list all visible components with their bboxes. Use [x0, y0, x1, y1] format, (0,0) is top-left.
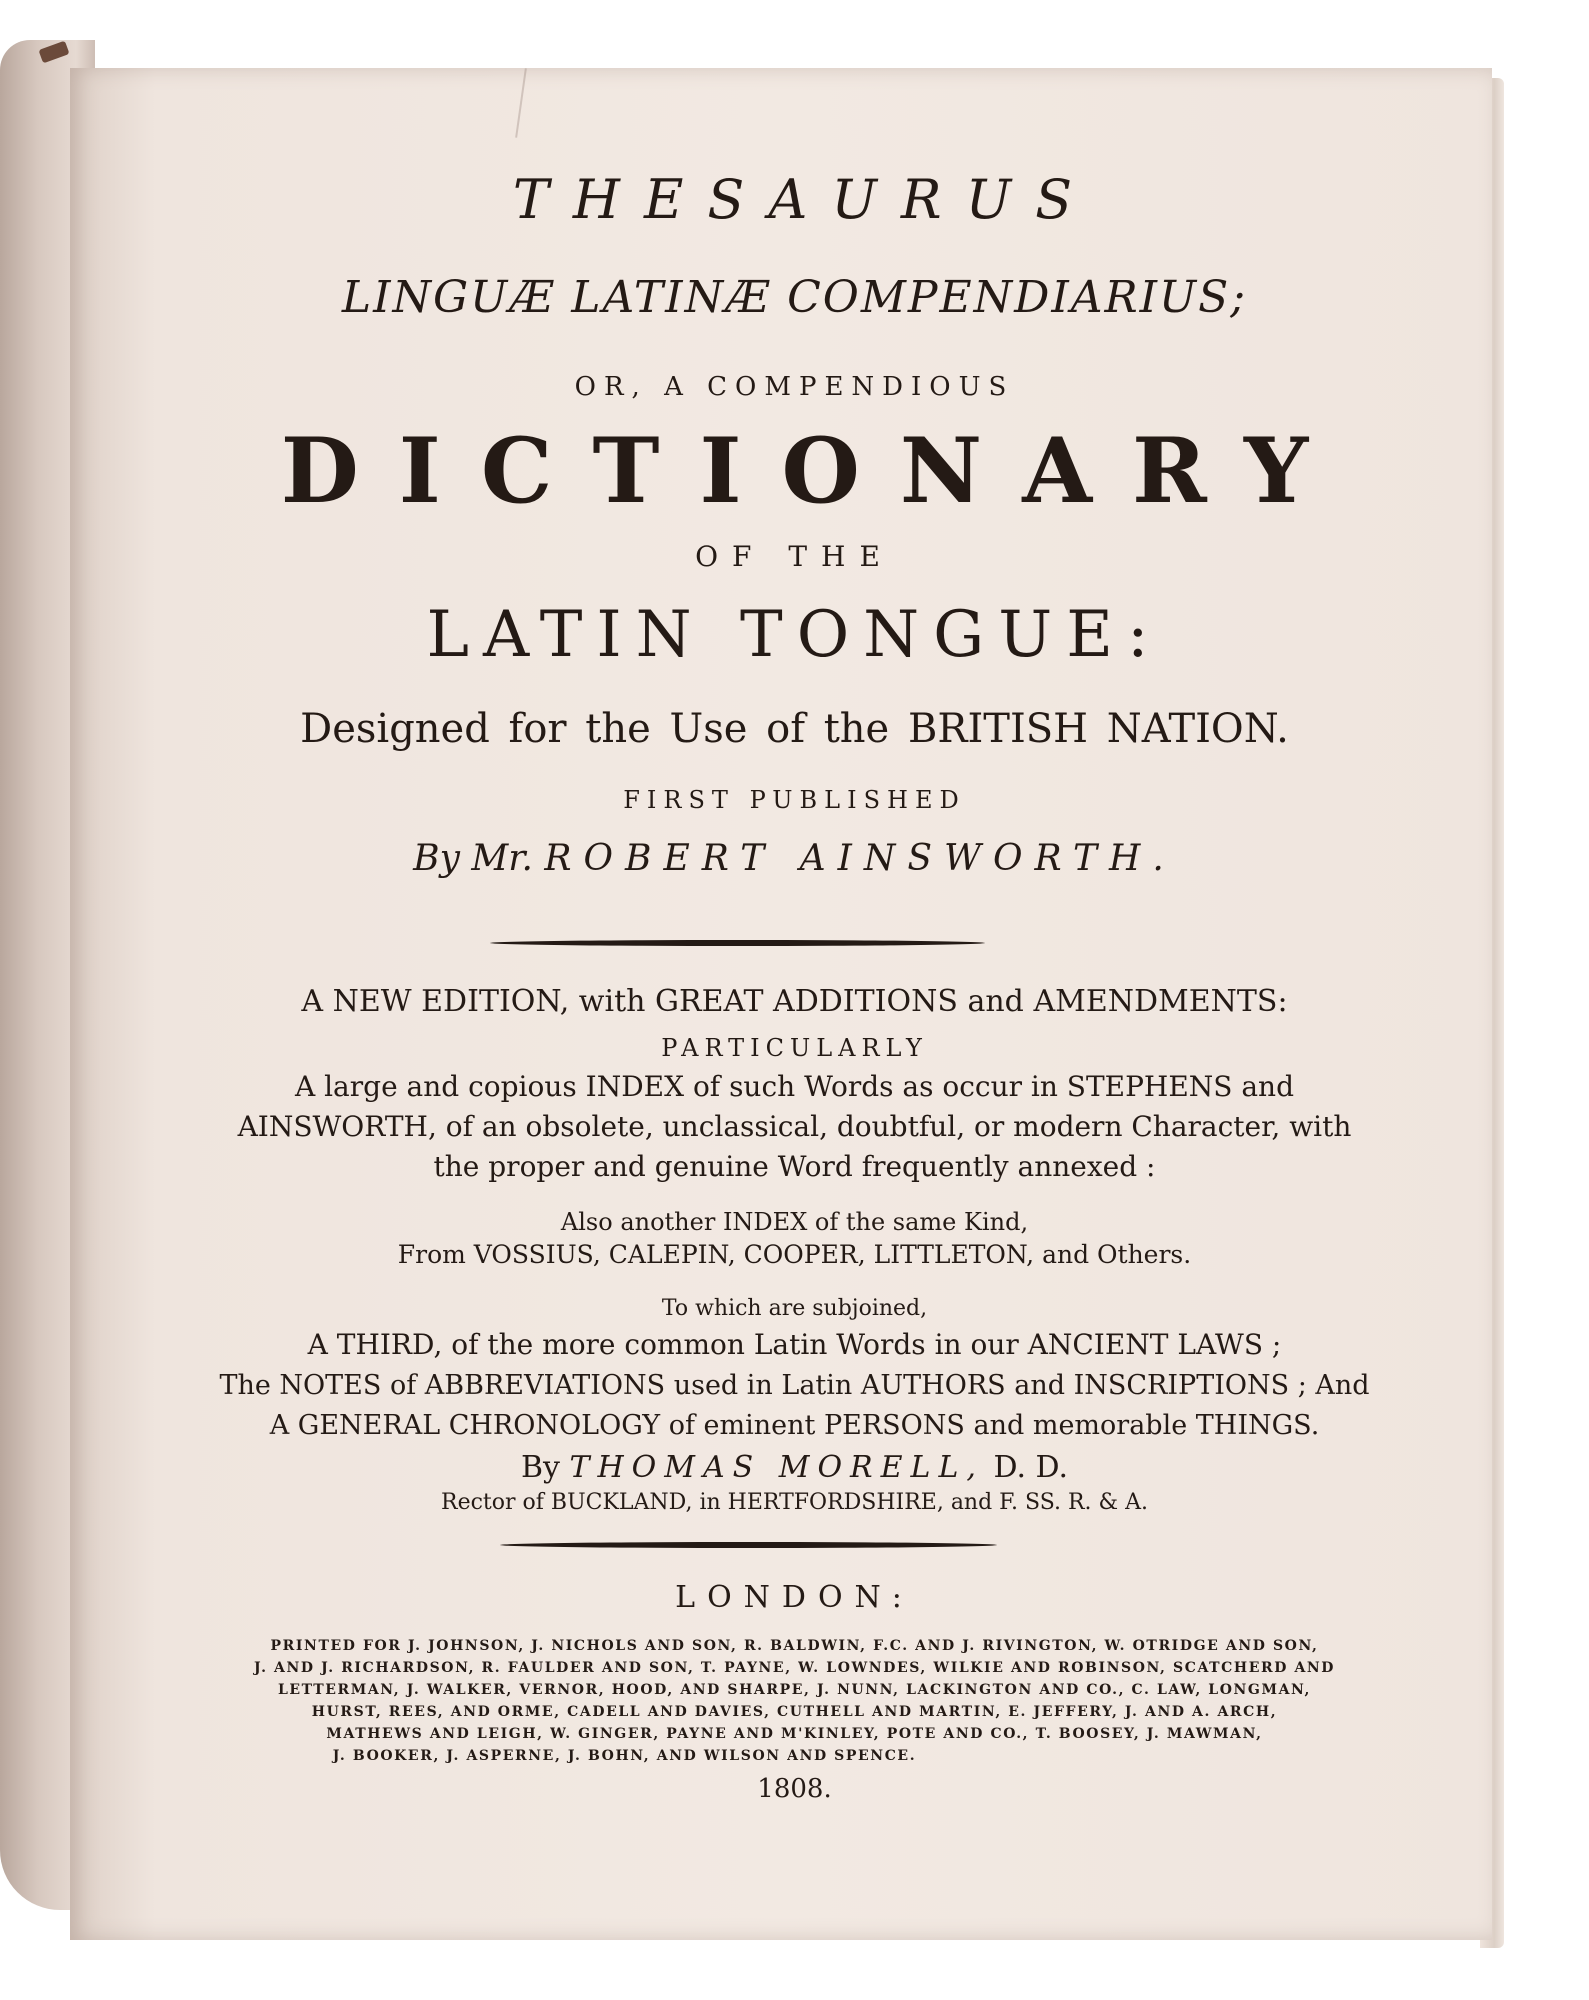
index-line-3: the proper and genuine Word frequently annexed : [433, 1150, 1156, 1183]
subtitle: LINGUÆ LATINÆ COMPENDIARIUS; [341, 272, 1248, 323]
printer-line: HURST, REES, AND ORME, CADELL AND DAVIES, CUTHELL AND MARTIN, E. JEFFERY, J. AND A. ARCH, [311, 1704, 1278, 1720]
particularly: PARTICULARLY [661, 1034, 928, 1062]
edition-amendments: AMENDMENTS: [1033, 984, 1288, 1019]
printer-line: J. AND J. RICHARDSON, R. FAULDER AND SON, T. PAYNE, W. LOWNDES, WILKIE AND ROBINSON, SCATCHERD AND [253, 1660, 1336, 1676]
index-line-1: A large and copious INDEX of such Words as occur in STEPHENS and [294, 1070, 1295, 1103]
author-line [0, 838, 1589, 879]
chronology-line: A GENERAL CHRONOLOGY of eminent PERSONS and memorable THINGS. [269, 1410, 1320, 1441]
editor-name: THOMAS MORELL, [569, 1450, 984, 1485]
edition-additions: GREAT ADDITIONS [655, 984, 958, 1019]
editor-degree: D. D. [993, 1450, 1069, 1485]
also-index-line: Also another INDEX of the same Kind, [560, 1208, 1029, 1236]
third-index-line: A THIRD, of the more common Latin Words in our ANCIENT LAWS ; [307, 1328, 1282, 1361]
divider-rule [490, 940, 985, 946]
publication-year: 1808. [757, 1774, 832, 1804]
designed-line [0, 706, 1589, 752]
rector-line: Rector of BUCKLAND, in HERTFORDSHIRE, and F. SS. R. & A. [441, 1490, 1148, 1515]
edition-text: A NEW EDITION, with [301, 984, 646, 1019]
printer-line: J. BOOKER, J. ASPERNE, J. BOHN, AND WILSON AND SPENCE. [332, 1748, 917, 1764]
designed-text: Designed for the Use of the [300, 706, 890, 752]
subjoined-line: To which are subjoined, [661, 1296, 928, 1321]
notes-line: The NOTES of ABBREVIATIONS used in Latin AUTHORS and INSCRIPTIONS ; And [219, 1370, 1370, 1401]
editor-line [0, 1450, 1589, 1485]
latin-tongue-line: LATIN TONGUE: [426, 598, 1163, 672]
edition-line [0, 984, 1589, 1019]
by-word: By [520, 1450, 560, 1485]
first-published: FIRST PUBLISHED [623, 786, 966, 814]
printer-line: PRINTED FOR J. JOHNSON, J. NICHOLS AND SON, R. BALDWIN, F.C. AND J. RIVINGTON, W. OTRIDGE AND SON, [270, 1638, 1319, 1654]
british-nation: BRITISH NATION. [907, 706, 1289, 752]
index-line-2: AINSWORTH, of an obsolete, unclassical, doubtful, or modern Character, with [237, 1110, 1352, 1143]
of-the-line: OF THE [695, 540, 894, 573]
alt-title-intro: OR, A COMPENDIOUS [574, 372, 1015, 402]
author-name: ROBERT AINSWORTH. [544, 838, 1176, 879]
edition-and: and [967, 984, 1024, 1019]
main-title-word: DICTIONARY [280, 418, 1349, 524]
printer-line: MATHEWS AND LEIGH, W. GINGER, PAYNE AND M'KINLEY, POTE AND CO., T. BOOSEY, J. MAWMAN, [326, 1726, 1263, 1742]
printer-line: LETTERMAN, J. WALKER, VERNOR, HOOD, AND SHARPE, J. NUNN, LACKINGTON AND CO., C. LAW, LONGMAN, [277, 1682, 1312, 1698]
title: THESAURUS [512, 168, 1097, 231]
from-authors-line: From VOSSIUS, CALEPIN, COOPER, LITTLETON, and Others. [397, 1240, 1192, 1269]
by-mr: By Mr. [413, 838, 533, 879]
divider-rule-lower [500, 1542, 997, 1548]
imprint-city: LONDON: [675, 1580, 914, 1615]
